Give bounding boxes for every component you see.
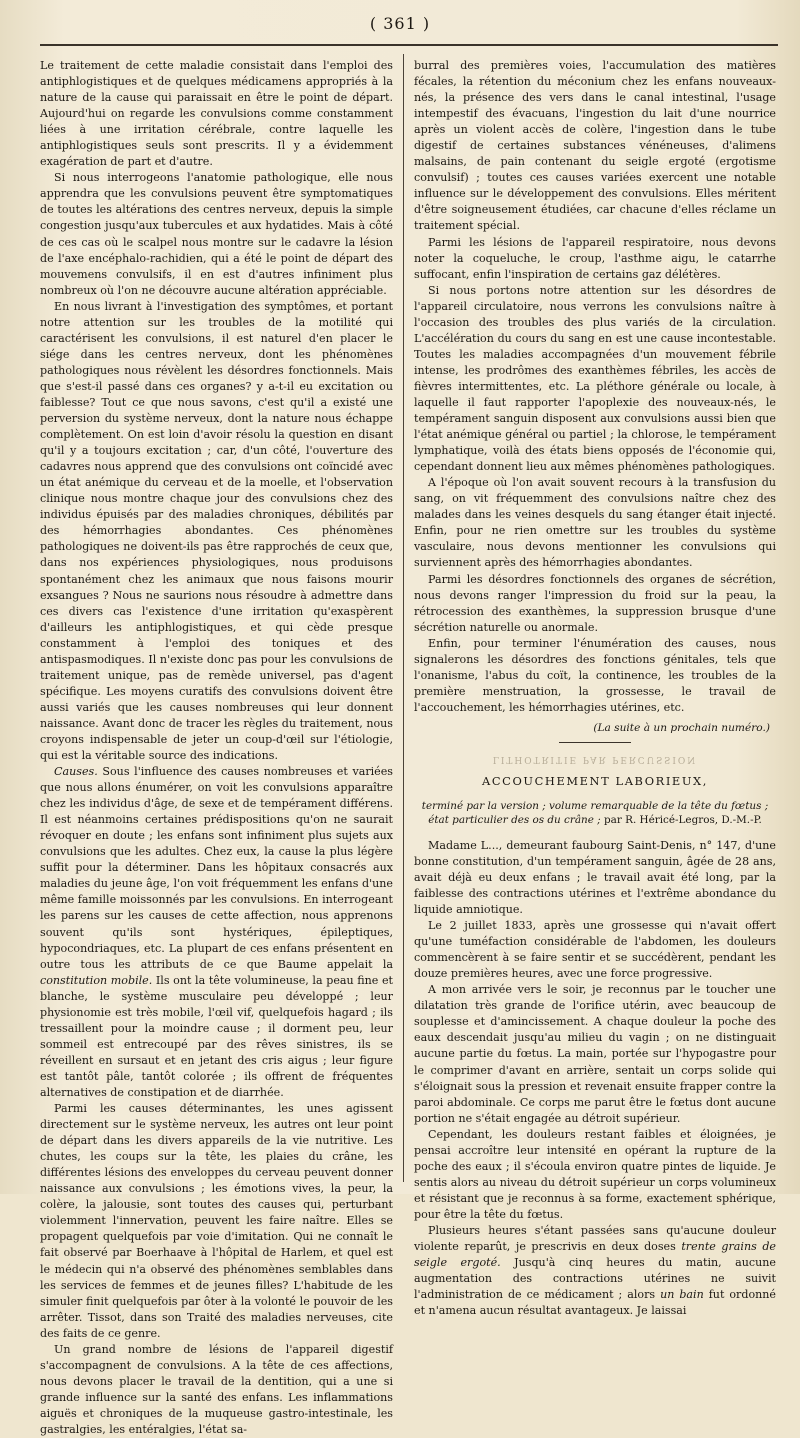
article-title: ACCOUCHEMENT LABORIEUX, [482, 774, 708, 789]
byline-author: par R. Héricé-Legros, D.-M.-P. [604, 814, 762, 827]
paragraph: Cependant, les douleurs restant faibles et éloignées, je pensai accroître leur intensité en opérant la rupture de la poche des eaux ; il s'écoula environ quatre pintes de liquide. Je sentis alors au niveau du détroit supérieur un corps volumineux et résistant que je reconnus à sa forme, exactement sphérique, pour être la tête du fœtus. [414, 1127, 776, 1221]
section-heading-causes: Causes. [54, 765, 98, 779]
paragraph-text: fut ordonné et n'amena aucun résultat avantageux. Je laissai [414, 1288, 776, 1318]
paragraph: Enfin, pour terminer l'énumération des causes, nous signalerons les désordres des fonctions génitales, tels que l'onanisme, l'abus du coït, la continence, les troubles de la première menstruation, la grossesse, le travail de l'accouchement, les hémorrhagies utérines, etc. [414, 636, 776, 714]
emphasis-text: constitution mobile. [40, 973, 153, 987]
paragraph: Parmi les désordres fonctionnels des organes de sécrétion, nous devons ranger l'impression du froid sur la peau, la rétrocession des exanthèmes, la suppression brusque d'une sécrétion naturelle ou anormale. [414, 572, 776, 634]
paragraph: burral des premières voies, l'accumulation des matières fécales, la rétention du méconium chez les enfans nouveaux-nés, la présence des vers dans le canal intestinal, l'usage intempestif des évacuans, l'ingestion du lait d'une nourrice après un violent accès de colère, l'ingestion dans le tube digestif de certaines substances vénéneuses, d'alimens malsains, de pain contenant du seigle ergoté (ergotisme convulsif) ; toutes ces causes variées exercent une notable influence sur le développement des convulsions. Elles méritent d'être soigneusement étudiées, car chacune d'elles réclame un traitement spécial. [414, 59, 776, 233]
paragraph: Parmi les causes déterminantes, les unes agissent directement sur le système nerveux, les autres ont leur point de départ dans les divers appareils de la vie nutritive. Les chutes, les coups sur la tête, les plaies du crâne, les différentes lésions des enveloppes du cerveau peuvent donner naissance aux convulsions ; les émotions vives, la peur, la colère, la jalousie, sont toutes des causes qui, perturbant violemment l'innervation, peuvent les faire naître. Elles se propagent quelquefois par voie d'imitation. Qui ne connaît le fait observé par Boerhaave à l'hôpital de Harlem, et quel est le médecin qui n'a observé des phénomènes semblables dans les services de femmes et de jeunes filles? L'habitude de les simuler finit quelquefois par ôter à la volonté le pouvoir de les arrêter. Tissot, dans son Traité des maladies nerveuses, cite des faits de ce genre. [40, 1102, 393, 1340]
paragraph: A l'époque où l'on avait souvent recours à la transfusion du sang, on vit fréquemment des convulsions naître chez des malades dans les veines desquels du sang étanger était injecté. Enfin, pour ne rien omettre sur les troubles du système vasculaire, nous devons mentionner les convulsions qui surviennent après des hémorrhagies abondantes. [414, 476, 776, 570]
page-number: ( 361 ) [369, 14, 431, 33]
paragraph-text: Jusqu'à cinq heures du matin, aucune augmentation des contractions utérines ne suivit l'administration de ce médicament ; alors [414, 1256, 776, 1302]
column-divider [403, 54, 404, 1182]
paragraph: En nous livrant à l'investigation des symptômes, et portant notre attention sur les troubles de la motilité qui caractérisent les convulsions, il est naturel d'en placer le siége dans les centres nerveux, dont les phénomènes pathologiques nous révèlent les désordres fonctionnels. Mais que s'est-il passé dans ces organes? y a-t-il eu excitation ou faiblesse? Tout ce que nous savons, c'est qu'il a existé une perversion du système nerveux, dont la nature nous échappe complètement. On est loin d'avoir résolu la question en disant qu'il y a toujours excitation ; car, d'un côté, l'ouverture des cadavres nous apprend que des convulsions ont coïncidé avec un état anémique du cerveau et de la moelle, et l'observation clinique nous montre chaque jour des convulsions chez des individus épuisés par des maladies chroniques, débilités par des hémorrhagies abondantes. Ces phénomènes pathologiques ne doivent-ils pas être rapprochés de ceux que, dans nos expériences physiologiques, nous produisons spontanément chez les animaux que nous faisons mourir exsangues ? Nous ne saurions nous résoudre à admettre dans ces divers cas l'existence d'une irritation qu'exaspèrent d'ailleurs les antiphlogistiques, et qui cède presque constamment à l'emploi des toniques et des antispasmodiques. Il n'existe donc pas pour les convulsions de traitement unique, pas de remède universel, pas d'agent spécifique. Les moyens curatifs des convulsions doivent être aussi variés que les causes nombreuses qui leur donnent naissance. Avant donc de tracer les règles du traitement, nous croyons indispensable de jeter un coup-d'œil sur l'étiologie, qui est la véritable source des indications. [40, 299, 393, 763]
paragraph: A mon arrivée vers le soir, je reconnus par le toucher une dilatation très grande de l'orifice utérin, avec beaucoup de souplesse et d'amincissement. A chaque douleur la poche des eaux descendait jusqu'au milieu du vagin ; on ne distinguait aucune partie du fœtus. La main, portée sur l'hypogastre pour le comprimer d'avant en arrière, sentait un corps solide qui s'éloignait sous la pression et revenait ensuite frapper contre la paroi abdominale. Ce corps me parut être le fœtus dont aucune portion ne s'était engagée au détroit supérieur. [414, 983, 776, 1125]
to-be-continued-note: (La suite à un prochain numéro.) [593, 721, 770, 734]
byline-subtitle: terminé par la version ; volume remarquable de la tête du fœtus ; état particulier des os du crâne ; [421, 800, 769, 827]
paragraph: Madame L..., demeurant faubourg Saint-Denis, n° 147, d'une bonne constitution, d'un tempérament sanguin, âgée de 28 ans, avait déjà eu deux enfans ; le travail avait été long, par la faiblesse des contractions utérines et l'extrême abondance du liquide amniotique. [414, 838, 776, 917]
paragraph: Si nous interrogeons l'anatomie pathologique, elle nous apprendra que les convulsions peuvent être symptomatiques de toutes les altérations des centres nerveux, depuis la simple congestion jusqu'aux tubercules et aux hydatides. Mais à côté de ces cas où le scalpel nous montre sur le cadavre la lésion de l'axe encéphalo-rachidien, qui a été le point de départ des mouvemens convulsifs, il en est d'autres infiniment plus nombreux où l'on ne découvre aucune altération appréciable. [40, 171, 393, 297]
paragraph: Parmi les lésions de l'appareil respiratoire, nous devons noter la coqueluche, le croup, l'asthme aigu, le catarrhe suffocant, enfin l'inspiration de certains gaz délétères. [414, 235, 776, 281]
paragraph-text: Plusieurs heures s'étant passées sans qu'aucune douleur violente reparût, je prescrivis en deux doses [414, 1224, 776, 1254]
article-byline [418, 799, 772, 828]
section-rule [559, 742, 631, 743]
left-column [40, 58, 393, 1436]
paragraph [414, 1223, 776, 1319]
paragraph-text: Sous l'influence des causes nombreuses et variées que nous allons énumérer, on voit les convulsions apparaître chez les individus d'âge, de sexe et de tempérament différens. Il est néanmoins certaines prédispositions qu'on ne saurait révoquer en doute ; les enfans sont infiniment plus sujets aux convulsions que les adultes. Chez eux, la cause la plus légère suffit pour la déterminer. Dans les hôpitaux consacrés aux maladies du jeune âge, l'on voit fréquemment les enfans d'une même famille moissonnés par les convulsions. En interrogeant les parens sur les causes de cette affection, nous apprenons souvent qu'ils sont hystériques, épileptiques, hypocondriaques, etc. La plupart de ces enfans présentent en outre tous les attributs de ce que Baume appelait la [40, 765, 393, 971]
causes-paragraph [40, 764, 393, 1101]
paragraph: Le 2 juillet 1833, après une grossesse qui n'avait offert qu'une tuméfaction considérable de l'abdomen, les douleurs commencèrent à se faire sentir et se succédèrent, pendant les douze premières heures, avec une force progressive. [414, 919, 776, 981]
emphasis-text: trente grains de seigle ergoté. [414, 1240, 776, 1270]
emphasis-text: un bain [660, 1288, 704, 1302]
paragraph: Le traitement de cette maladie consistait dans l'emploi des antiphlogistiques et de quelques médicamens appropriés à la nature de la cause qui paraissait en être le point de départ. Aujourd'hui on regarde les convulsions comme constamment liées à une irritation cérébrale, contre laquelle les antiphlogistiques seuls sont prescrits. Il y a évidemment exagération de part et d'autre. [40, 59, 393, 169]
paragraph-text: Ils ont la tête volumineuse, la peau fine et blanche, le système musculaire peu développé ; leur physionomie est très mobile, l'œil vif, quelquefois hagard ; ils tressaillent pour la moindre cause ; il dorment peu, leur sommeil est entrecoupé par des rêves sinistres, ils se réveillent en sursaut et en jetant des cris aigus ; leur figure est tantôt pâle, tantôt colorée ; ils offrent de fréquentes alternatives de constipation et de diarrhée. [40, 973, 393, 1099]
paragraph: Un grand nombre de lésions de l'appareil digestif s'accompagnent de convulsions. A la tête de ces affections, nous devons placer le travail de la dentition, qui a une si grande influence sur la santé des enfans. Les inflammations aiguës et chroniques de la muqueuse gastro-intestinale, les gastralgies, les entéralgies, l'état sa- [40, 1342, 393, 1436]
paragraph: Si nous portons notre attention sur les désordres de l'appareil circulatoire, nous verrons les convulsions naître à l'occasion des troubles des plus variés de la circulation. L'accélération du cours du sang en est une cause incontestable. Toutes les maladies accompagnées d'un mouvement fébrile intense, les prodrômes des exanthèmes fébriles, les accès de fièvres intermittentes, etc. La pléthore générale ou locale, à laquelle il faut rapporter l'apoplexie des nouveaux-nés, le tempérament sanguin disposent aux convulsions aussi bien que l'état anémique général ou partiel ; la chlorose, le tempérament lymphatique, voilà des états biens opposés de l'économie qui, cependant donnent lieu aux mêmes phénomènes pathologiques. [414, 283, 776, 474]
header-rule [40, 44, 778, 46]
right-column [414, 58, 776, 1318]
bleed-through-text: LITHOTRITIE PAR PERCUSSION [492, 754, 698, 765]
